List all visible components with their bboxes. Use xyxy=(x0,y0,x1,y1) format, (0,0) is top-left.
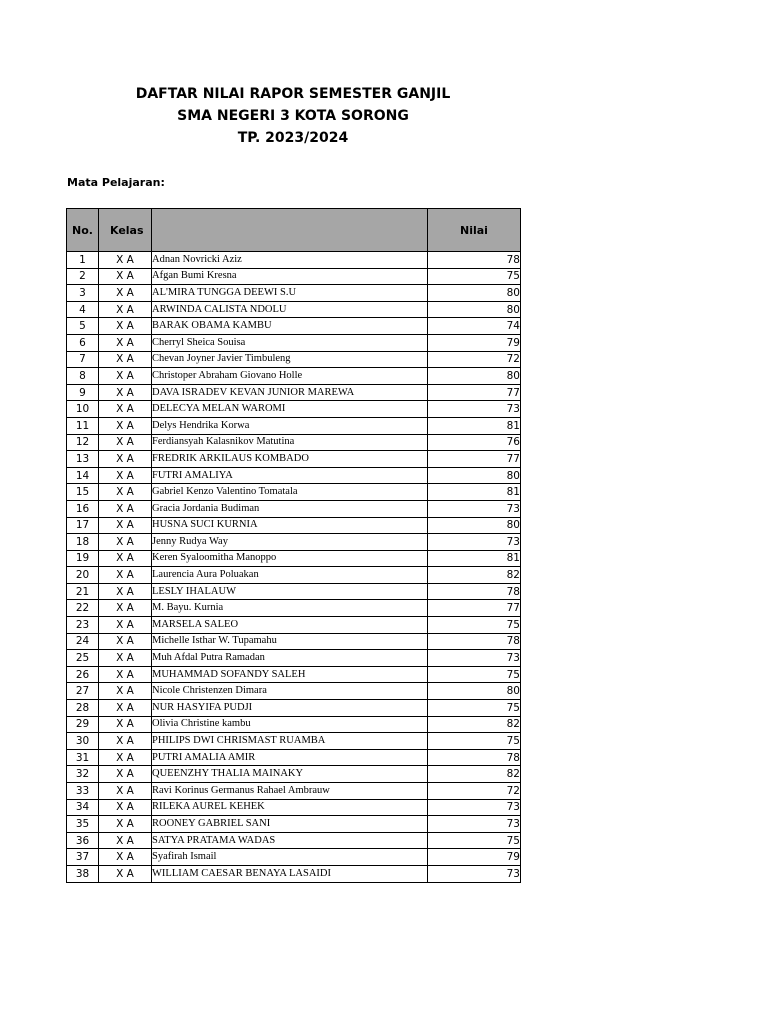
row-name: Afgan Bumi Kresna xyxy=(152,268,428,285)
document-title xyxy=(66,83,520,149)
table-row xyxy=(67,650,521,667)
table-row xyxy=(67,334,521,351)
row-nilai: 72 xyxy=(428,351,521,368)
row-no: 9 xyxy=(67,384,99,401)
row-no: 28 xyxy=(67,700,99,717)
table-row xyxy=(67,865,521,882)
row-kelas: X A xyxy=(99,600,152,617)
row-kelas: X A xyxy=(99,716,152,733)
table-row xyxy=(67,700,521,717)
table-row xyxy=(67,285,521,302)
header-kelas: Kelas xyxy=(99,209,152,252)
table-row xyxy=(67,567,521,584)
table-row xyxy=(67,749,521,766)
row-nilai: 79 xyxy=(428,334,521,351)
row-kelas: X A xyxy=(99,417,152,434)
row-nilai: 77 xyxy=(428,451,521,468)
row-no: 6 xyxy=(67,334,99,351)
row-name: Cherryl Sheica Souisa xyxy=(152,334,428,351)
row-nilai: 80 xyxy=(428,285,521,302)
row-name: PHILIPS DWI CHRISMAST RUAMBA xyxy=(152,733,428,750)
row-name: HUSNA SUCI KURNIA xyxy=(152,517,428,534)
row-no: 29 xyxy=(67,716,99,733)
table-row xyxy=(67,451,521,468)
row-kelas: X A xyxy=(99,301,152,318)
row-no: 25 xyxy=(67,650,99,667)
row-nilai: 80 xyxy=(428,517,521,534)
header-name xyxy=(152,209,428,252)
title-line-year: TP. 2023/2024 xyxy=(237,130,349,146)
table-row xyxy=(67,666,521,683)
row-no: 22 xyxy=(67,600,99,617)
row-nilai: 77 xyxy=(428,384,521,401)
row-no: 27 xyxy=(67,683,99,700)
table-row xyxy=(67,849,521,866)
subject-label: Mata Pelajaran: xyxy=(67,176,165,189)
row-kelas: X A xyxy=(99,252,152,269)
title-line-school: SMA NEGERI 3 KOTA SORONG xyxy=(177,108,409,124)
row-name: ROONEY GABRIEL SANI xyxy=(152,816,428,833)
row-name: BARAK OBAMA KAMBU xyxy=(152,318,428,335)
row-kelas: X A xyxy=(99,484,152,501)
row-no: 23 xyxy=(67,617,99,634)
row-name: FUTRI AMALIYA xyxy=(152,467,428,484)
row-kelas: X A xyxy=(99,733,152,750)
row-name: Gabriel Kenzo Valentino Tomatala xyxy=(152,484,428,501)
row-kelas: X A xyxy=(99,799,152,816)
row-no: 3 xyxy=(67,285,99,302)
row-name: Laurencia Aura Poluakan xyxy=(152,567,428,584)
row-kelas: X A xyxy=(99,749,152,766)
row-no: 34 xyxy=(67,799,99,816)
table-row xyxy=(67,683,521,700)
row-no: 14 xyxy=(67,467,99,484)
row-name: LESLY IHALAUW xyxy=(152,583,428,600)
row-name: FREDRIK ARKILAUS KOMBADO xyxy=(152,451,428,468)
row-no: 33 xyxy=(67,783,99,800)
row-no: 13 xyxy=(67,451,99,468)
row-no: 19 xyxy=(67,550,99,567)
row-name: QUEENZHY THALIA MAINAKY xyxy=(152,766,428,783)
table-row xyxy=(67,832,521,849)
header-no: No. xyxy=(67,209,99,252)
row-name: RILEKA AUREL KEHEK xyxy=(152,799,428,816)
row-no: 30 xyxy=(67,733,99,750)
row-nilai: 75 xyxy=(428,268,521,285)
table-row xyxy=(67,550,521,567)
table-row xyxy=(67,401,521,418)
table-row xyxy=(67,434,521,451)
row-no: 20 xyxy=(67,567,99,584)
row-kelas: X A xyxy=(99,550,152,567)
table-row xyxy=(67,384,521,401)
row-name: NUR HASYIFA PUDJI xyxy=(152,700,428,717)
grades-table-header xyxy=(67,209,521,252)
row-nilai: 75 xyxy=(428,666,521,683)
row-nilai: 82 xyxy=(428,766,521,783)
row-name: Keren Syaloomitha Manoppo xyxy=(152,550,428,567)
row-name: Adnan Novricki Aziz xyxy=(152,252,428,269)
row-nilai: 73 xyxy=(428,865,521,882)
row-kelas: X A xyxy=(99,318,152,335)
table-row xyxy=(67,783,521,800)
row-nilai: 75 xyxy=(428,733,521,750)
table-row xyxy=(67,716,521,733)
row-nilai: 75 xyxy=(428,700,521,717)
row-kelas: X A xyxy=(99,351,152,368)
row-kelas: X A xyxy=(99,700,152,717)
table-row xyxy=(67,799,521,816)
row-nilai: 73 xyxy=(428,401,521,418)
row-name: PUTRI AMALIA AMIR xyxy=(152,749,428,766)
row-kelas: X A xyxy=(99,783,152,800)
row-name: M. Bayu. Kurnia xyxy=(152,600,428,617)
row-name: Jenny Rudya Way xyxy=(152,534,428,551)
row-no: 31 xyxy=(67,749,99,766)
row-nilai: 77 xyxy=(428,600,521,617)
row-nilai: 78 xyxy=(428,633,521,650)
grades-table-body xyxy=(67,252,521,883)
row-nilai: 73 xyxy=(428,500,521,517)
row-kelas: X A xyxy=(99,865,152,882)
row-nilai: 73 xyxy=(428,650,521,667)
row-name: Syafirah Ismail xyxy=(152,849,428,866)
row-name: SATYA PRATAMA WADAS xyxy=(152,832,428,849)
row-kelas: X A xyxy=(99,650,152,667)
row-nilai: 75 xyxy=(428,832,521,849)
row-no: 26 xyxy=(67,666,99,683)
row-name: Delys Hendrika Korwa xyxy=(152,417,428,434)
row-kelas: X A xyxy=(99,384,152,401)
row-name: ARWINDA CALISTA NDOLU xyxy=(152,301,428,318)
row-name: DAVA ISRADEV KEVAN JUNIOR MAREWA xyxy=(152,384,428,401)
row-kelas: X A xyxy=(99,617,152,634)
header-nilai: Nilai xyxy=(428,209,521,252)
row-kelas: X A xyxy=(99,368,152,385)
row-name: Nicole Christenzen Dimara xyxy=(152,683,428,700)
row-no: 24 xyxy=(67,633,99,650)
row-name: Olivia Christine kambu xyxy=(152,716,428,733)
row-kelas: X A xyxy=(99,500,152,517)
row-no: 37 xyxy=(67,849,99,866)
row-kelas: X A xyxy=(99,401,152,418)
row-nilai: 78 xyxy=(428,749,521,766)
row-no: 12 xyxy=(67,434,99,451)
row-name: Ravi Korinus Germanus Rahael Ambrauw xyxy=(152,783,428,800)
table-row xyxy=(67,617,521,634)
row-no: 17 xyxy=(67,517,99,534)
row-kelas: X A xyxy=(99,434,152,451)
row-kelas: X A xyxy=(99,666,152,683)
row-no: 2 xyxy=(67,268,99,285)
row-no: 36 xyxy=(67,832,99,849)
row-nilai: 74 xyxy=(428,318,521,335)
row-name: Michelle Isthar W. Tupamahu xyxy=(152,633,428,650)
row-nilai: 80 xyxy=(428,368,521,385)
row-kelas: X A xyxy=(99,816,152,833)
table-row xyxy=(67,633,521,650)
row-kelas: X A xyxy=(99,849,152,866)
row-name: MARSELA SALEO xyxy=(152,617,428,634)
row-nilai: 75 xyxy=(428,617,521,634)
row-kelas: X A xyxy=(99,268,152,285)
row-nilai: 81 xyxy=(428,417,521,434)
header-row xyxy=(67,209,521,252)
table-row xyxy=(67,268,521,285)
row-no: 38 xyxy=(67,865,99,882)
table-row xyxy=(67,816,521,833)
row-kelas: X A xyxy=(99,334,152,351)
row-nilai: 80 xyxy=(428,467,521,484)
title-line-report: DAFTAR NILAI RAPOR SEMESTER GANJIL xyxy=(135,86,451,102)
row-name: Ferdiansyah Kalasnikov Matutina xyxy=(152,434,428,451)
row-kelas: X A xyxy=(99,583,152,600)
row-nilai: 73 xyxy=(428,534,521,551)
table-row xyxy=(67,484,521,501)
row-kelas: X A xyxy=(99,451,152,468)
row-no: 8 xyxy=(67,368,99,385)
row-no: 18 xyxy=(67,534,99,551)
row-name: AL'MIRA TUNGGA DEEWI S.U xyxy=(152,285,428,302)
row-no: 32 xyxy=(67,766,99,783)
row-nilai: 76 xyxy=(428,434,521,451)
row-nilai: 78 xyxy=(428,252,521,269)
row-name: MUHAMMAD SOFANDY SALEH xyxy=(152,666,428,683)
table-row xyxy=(67,368,521,385)
row-nilai: 82 xyxy=(428,716,521,733)
table-row xyxy=(67,600,521,617)
row-name: DELECYA MELAN WAROMI xyxy=(152,401,428,418)
table-row xyxy=(67,766,521,783)
row-nilai: 79 xyxy=(428,849,521,866)
row-kelas: X A xyxy=(99,633,152,650)
table-row xyxy=(67,500,521,517)
row-name: Gracia Jordania Budiman xyxy=(152,500,428,517)
row-kelas: X A xyxy=(99,285,152,302)
table-row xyxy=(67,417,521,434)
grades-table xyxy=(66,208,521,883)
row-kelas: X A xyxy=(99,534,152,551)
row-kelas: X A xyxy=(99,517,152,534)
row-no: 4 xyxy=(67,301,99,318)
row-name: WILLIAM CAESAR BENAYA LASAIDI xyxy=(152,865,428,882)
table-row xyxy=(67,467,521,484)
row-nilai: 81 xyxy=(428,550,521,567)
table-row xyxy=(67,318,521,335)
row-nilai: 78 xyxy=(428,583,521,600)
table-row xyxy=(67,583,521,600)
row-nilai: 80 xyxy=(428,683,521,700)
table-row xyxy=(67,351,521,368)
row-no: 10 xyxy=(67,401,99,418)
row-no: 5 xyxy=(67,318,99,335)
row-nilai: 81 xyxy=(428,484,521,501)
row-no: 35 xyxy=(67,816,99,833)
table-row xyxy=(67,534,521,551)
row-no: 15 xyxy=(67,484,99,501)
table-row xyxy=(67,517,521,534)
row-nilai: 73 xyxy=(428,816,521,833)
table-row xyxy=(67,252,521,269)
row-nilai: 73 xyxy=(428,799,521,816)
row-no: 16 xyxy=(67,500,99,517)
row-kelas: X A xyxy=(99,832,152,849)
row-kelas: X A xyxy=(99,467,152,484)
row-name: Christoper Abraham Giovano Holle xyxy=(152,368,428,385)
table-row xyxy=(67,733,521,750)
row-nilai: 72 xyxy=(428,783,521,800)
row-kelas: X A xyxy=(99,567,152,584)
row-kelas: X A xyxy=(99,683,152,700)
row-no: 11 xyxy=(67,417,99,434)
row-nilai: 82 xyxy=(428,567,521,584)
row-kelas: X A xyxy=(99,766,152,783)
row-no: 1 xyxy=(67,252,99,269)
row-nilai: 80 xyxy=(428,301,521,318)
row-name: Chevan Joyner Javier Timbuleng xyxy=(152,351,428,368)
table-row xyxy=(67,301,521,318)
row-name: Muh Afdal Putra Ramadan xyxy=(152,650,428,667)
row-no: 7 xyxy=(67,351,99,368)
row-no: 21 xyxy=(67,583,99,600)
